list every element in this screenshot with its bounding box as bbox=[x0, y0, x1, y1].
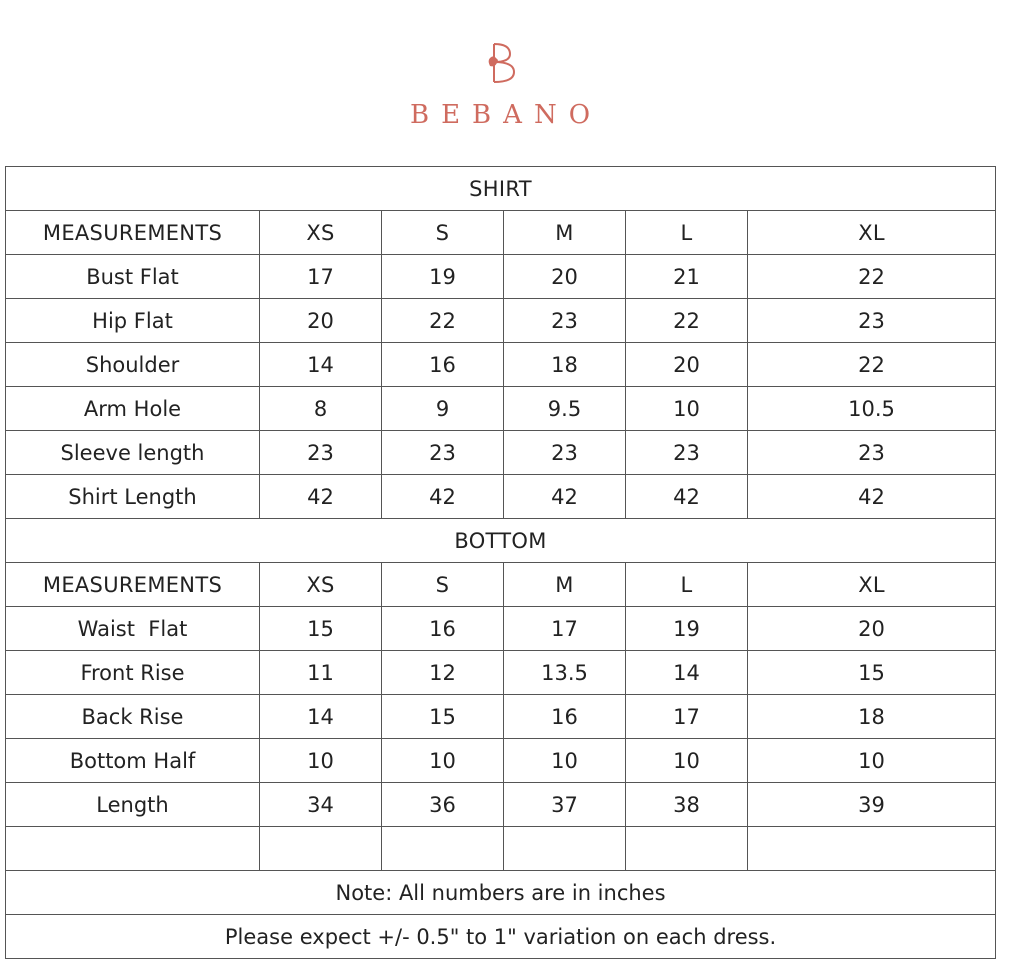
header-cell: L bbox=[626, 211, 748, 255]
table-cell: 18 bbox=[504, 343, 626, 387]
section-title-bottom: BOTTOM bbox=[6, 519, 996, 563]
table-cell: 10 bbox=[748, 739, 996, 783]
table-cell: 20 bbox=[626, 343, 748, 387]
note-row bbox=[6, 871, 996, 915]
table-cell: 22 bbox=[748, 343, 996, 387]
table-cell: 16 bbox=[504, 695, 626, 739]
header-cell: M bbox=[504, 211, 626, 255]
empty-row bbox=[6, 827, 996, 871]
table-cell: 16 bbox=[382, 343, 504, 387]
table-row bbox=[6, 783, 996, 827]
table-cell: 23 bbox=[260, 431, 382, 475]
table-cell: 23 bbox=[748, 299, 996, 343]
measurement-label: Length bbox=[6, 783, 260, 827]
table-cell: 20 bbox=[748, 607, 996, 651]
measurement-label: Shoulder bbox=[6, 343, 260, 387]
table-cell: 22 bbox=[748, 255, 996, 299]
units-note: Note: All numbers are in inches bbox=[6, 871, 996, 915]
header-row-bottom bbox=[6, 563, 996, 607]
table-cell: 14 bbox=[260, 695, 382, 739]
table-cell: 22 bbox=[382, 299, 504, 343]
table-cell: 15 bbox=[748, 651, 996, 695]
table-cell: 14 bbox=[626, 651, 748, 695]
empty-cell bbox=[6, 827, 260, 871]
table-cell: 20 bbox=[504, 255, 626, 299]
measurement-label: Bust Flat bbox=[6, 255, 260, 299]
measurement-label: Front Rise bbox=[6, 651, 260, 695]
table-cell: 23 bbox=[748, 431, 996, 475]
empty-cell bbox=[260, 827, 382, 871]
table-cell: 10.5 bbox=[748, 387, 996, 431]
empty-cell bbox=[504, 827, 626, 871]
table-row bbox=[6, 431, 996, 475]
header-cell: MEASUREMENTS bbox=[6, 563, 260, 607]
table-cell: 9 bbox=[382, 387, 504, 431]
section-title-shirt: SHIRT bbox=[6, 167, 996, 211]
table-cell: 23 bbox=[504, 299, 626, 343]
table-cell: 10 bbox=[626, 739, 748, 783]
table-cell: 37 bbox=[504, 783, 626, 827]
header-cell: XS bbox=[260, 211, 382, 255]
table-cell: 17 bbox=[626, 695, 748, 739]
table-cell: 42 bbox=[748, 475, 996, 519]
table-cell: 23 bbox=[626, 431, 748, 475]
table-cell: 19 bbox=[382, 255, 504, 299]
table-row bbox=[6, 695, 996, 739]
measurement-label: Waist Flat bbox=[6, 607, 260, 651]
table-cell: 18 bbox=[748, 695, 996, 739]
table-cell: 36 bbox=[382, 783, 504, 827]
size-chart-table bbox=[5, 166, 996, 959]
empty-cell bbox=[626, 827, 748, 871]
section-row-shirt bbox=[6, 167, 996, 211]
table-cell: 19 bbox=[626, 607, 748, 651]
table-cell: 10 bbox=[504, 739, 626, 783]
table-cell: 14 bbox=[260, 343, 382, 387]
header-cell: XL bbox=[748, 563, 996, 607]
header-cell: XL bbox=[748, 211, 996, 255]
variation-note: Please expect +/- 0.5" to 1" variation on each dress. bbox=[6, 915, 996, 959]
table-cell: 22 bbox=[626, 299, 748, 343]
measurement-label: Shirt Length bbox=[6, 475, 260, 519]
table-cell: 11 bbox=[260, 651, 382, 695]
table-cell: 15 bbox=[260, 607, 382, 651]
header-cell: L bbox=[626, 563, 748, 607]
note-row bbox=[6, 915, 996, 959]
table-cell: 21 bbox=[626, 255, 748, 299]
table-cell: 13.5 bbox=[504, 651, 626, 695]
table-cell: 17 bbox=[504, 607, 626, 651]
table-cell: 42 bbox=[260, 475, 382, 519]
table-cell: 8 bbox=[260, 387, 382, 431]
brand-name: BEBANO bbox=[409, 100, 603, 130]
table-cell: 20 bbox=[260, 299, 382, 343]
table-cell: 16 bbox=[382, 607, 504, 651]
empty-cell bbox=[382, 827, 504, 871]
measurement-label: Back Rise bbox=[6, 695, 260, 739]
table-cell: 38 bbox=[626, 783, 748, 827]
measurement-label: Bottom Half bbox=[6, 739, 260, 783]
table-cell: 39 bbox=[748, 783, 996, 827]
table-row bbox=[6, 607, 996, 651]
table-cell: 42 bbox=[382, 475, 504, 519]
measurement-label: Sleeve length bbox=[6, 431, 260, 475]
table-row bbox=[6, 343, 996, 387]
header-cell: XS bbox=[260, 563, 382, 607]
table-row bbox=[6, 255, 996, 299]
table-cell: 17 bbox=[260, 255, 382, 299]
table-row bbox=[6, 387, 996, 431]
table-cell: 15 bbox=[382, 695, 504, 739]
header-cell: MEASUREMENTS bbox=[6, 211, 260, 255]
size-chart-body bbox=[6, 167, 996, 959]
brand-logo bbox=[0, 40, 1000, 130]
table-row bbox=[6, 299, 996, 343]
bebano-logo-icon bbox=[480, 40, 520, 86]
table-cell: 23 bbox=[382, 431, 504, 475]
table-row bbox=[6, 475, 996, 519]
table-cell: 10 bbox=[382, 739, 504, 783]
table-cell: 34 bbox=[260, 783, 382, 827]
empty-cell bbox=[748, 827, 996, 871]
table-cell: 9.5 bbox=[504, 387, 626, 431]
table-cell: 10 bbox=[260, 739, 382, 783]
measurement-label: Arm Hole bbox=[6, 387, 260, 431]
table-cell: 12 bbox=[382, 651, 504, 695]
table-cell: 23 bbox=[504, 431, 626, 475]
table-cell: 10 bbox=[626, 387, 748, 431]
header-cell: M bbox=[504, 563, 626, 607]
table-cell: 42 bbox=[626, 475, 748, 519]
header-cell: S bbox=[382, 563, 504, 607]
table-row bbox=[6, 739, 996, 783]
table-cell: 42 bbox=[504, 475, 626, 519]
header-cell: S bbox=[382, 211, 504, 255]
measurement-label: Hip Flat bbox=[6, 299, 260, 343]
section-row-bottom bbox=[6, 519, 996, 563]
table-row bbox=[6, 651, 996, 695]
header-row-shirt bbox=[6, 211, 996, 255]
